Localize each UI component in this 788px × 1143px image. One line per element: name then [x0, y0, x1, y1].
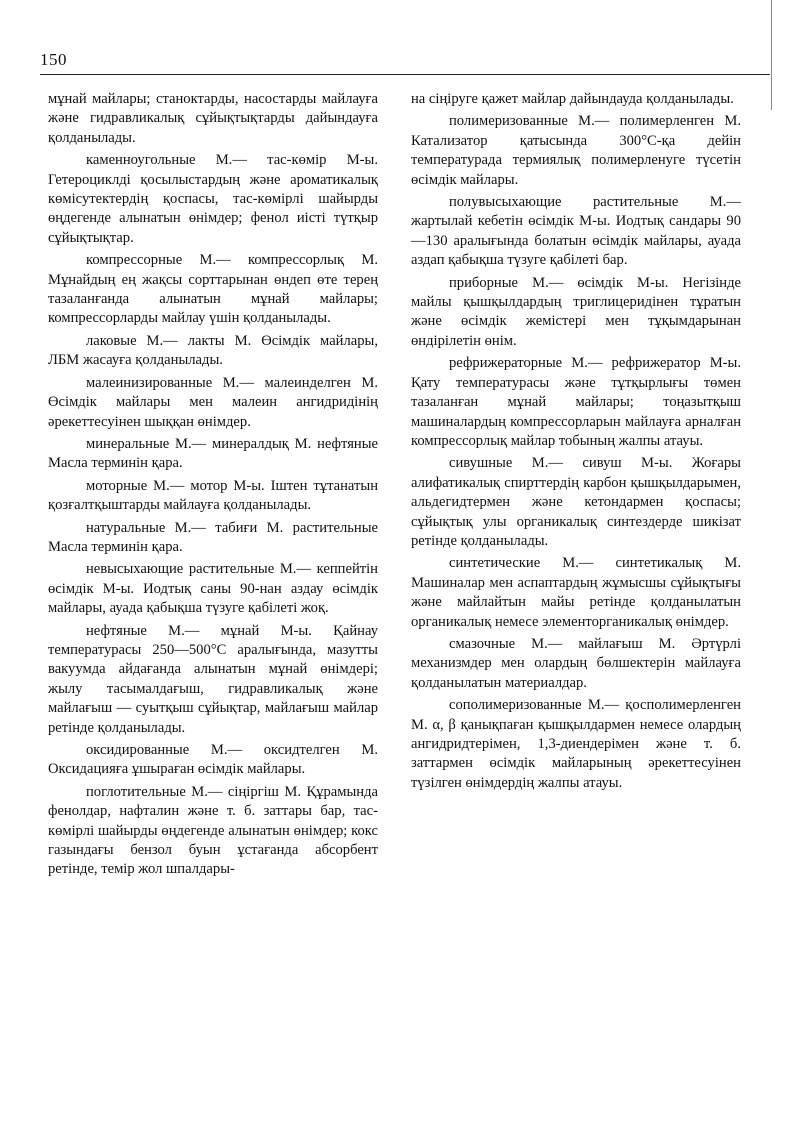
entry-neftyanye: нефтяные М.— мұнай М-ы. Қайнау температурасы 250—500°С аралығында, мазутты вакуумда айдағанда алынатын мұнай өнімдері; жылу тасымалдағыш, гидравликалық және майлағыш — суытқыш сұйықтар, майлағыш майлар ретінде қолданылады.: [48, 622, 378, 736]
entry-kompressornye: компрессорные М.— компрессорлық М. Мұнайдың ең жақсы сорттарынан өндеп өте терең тазаланғанда алынатын мұнай майлары; компрессорларды майлау үшін қолданылады.: [48, 252, 378, 327]
entry-lakovye: лаковые М.— лакты М. Өсімдік майлары, ЛБМ жасауға қолданылады.: [48, 332, 378, 369]
entry-polimerizovannye: полимеризованные М.— полимерленген М. Катализатор қатысында 300°С-қа дейін температурада термиялық полимерленуге түсетін өсімдік майлары.: [411, 113, 741, 188]
left-continuation-text: мұнай майлары; станоктарды, насостарды майлауға және гидравликалық сұйықтықтарды дайындауға қолданылады.: [48, 91, 378, 146]
entry-nevysykhayushchie: невысыхающие растительные М.— кеппейтін өсімдік М-ы. Иодтық саны 90-нан аздау өсімдік майлары, ауада қабықша түзуге қабілеті жоқ.: [48, 561, 378, 617]
entry-poglotitelnye: поглотительные М.— сіңіргіш М. Құрамында фенолдар, нафталин және т. б. заттары бар, тас-көмірлі шайырды өңдегенде алынатын өнімдер; кокс газындағы бензол буын ұстағанда абсорбент ретінде, темір жол шпалдары-: [48, 783, 378, 878]
entry-naturalnye: натуральные М.— табиғи М. растительные Масла терминін қара.: [48, 519, 378, 555]
entry-motornye: моторные М.— мотор М-ы. Іштен тұтанатын қозғалтқыштарды майлауға қолданылады.: [48, 477, 378, 514]
entry-sopolimerizovannye: сополимеризованные М.— қосполимерленген М. α, β қанықпаған қышқылдармен немесе олардың ангидридтерімен, 1,3-диендерімен және т. б. заттармен өсімдік майларының әрекеттесуінен түзілген өнімдердің жалпы атауы.: [411, 697, 741, 791]
entry-mineralnye: минеральные М.— минералдық М. нефтяные Масла терминін қара.: [48, 435, 378, 472]
entry-poluvysykhayushchie: полувысыхающие растительные М.— жартылай кебетін өсімдік М-ы. Иодтық сандары 90—130 аралығында болатын өсімдік майлары, ауада аздап қабықша түзуге қабілеті бар.: [411, 194, 741, 269]
entry-smazochnye: смазочные М.— майлағыш М. Әртүрлі механизмдер мен олардың бөлшектерін майлауға қолданылатын материалдар.: [411, 635, 741, 691]
entry-maleinizirovannye: малеинизированные М.— малеинделген М. Өсімдік майлары мен малеин ангидридінің әрекеттесуінен шыққан өнімдер.: [48, 374, 378, 430]
right-column: [411, 90, 741, 796]
entry-pribornye: приборные М.— өсімдік М-ы. Негізінде майлы қышқылдардың триглицеридінен тұратын және өсімдік жемістері мен тұқымдарынан өндірілетін өнім.: [411, 274, 741, 349]
right-continuation-text: на сіңіруге қажет майлар дайындауда қолданылады.: [411, 91, 734, 107]
entry-sinteticheskie: синтетические М.— синтетикалық М. Машиналар мен аспаптардың жұмысшы сұйықтығы және майлайтын майы ретінде қолданылатын органикалық немесе элементорганикалық өнімдер.: [411, 555, 741, 630]
page-number: 150: [40, 50, 67, 69]
page-edge-line: [771, 0, 772, 110]
entry-sivushnye: сивушные М.— сивуш М-ы. Жоғары алифатикалық спирттердің карбон қышқылдарымен, альдегидтермен және кетондармен қоспасы; сұйықтық улы органикалық синтездерде шикізат ретінде қолданылады.: [411, 455, 741, 549]
entry-kamennougolnye: каменноугольные М.— тас-көмір М-ы. Гетероциклді қосылыстардың және ароматикалық көмісутектердің қоспасы, тас-көмірлі шайырды өңдегенде алынатын өнімдер; фенол иісті түтқыр сұйықтықтар.: [48, 152, 378, 246]
left-column: [48, 90, 378, 883]
entry-refrizheratornye: рефрижераторные М.— рефрижератор М-ы. Қату температурасы және тұтқырлығы төмен тазаланған мұнай майлары; тоңазытқыш машиналардың компрессорларын майлауға арналған компрессорлық майлар тобының жалпы атауы.: [411, 355, 741, 449]
header-rule: [40, 74, 770, 75]
entry-oksidirovannye: оксидированные М.— оксидтелген М. Оксидацияға ұшыраған өсімдік майлары.: [48, 742, 378, 778]
